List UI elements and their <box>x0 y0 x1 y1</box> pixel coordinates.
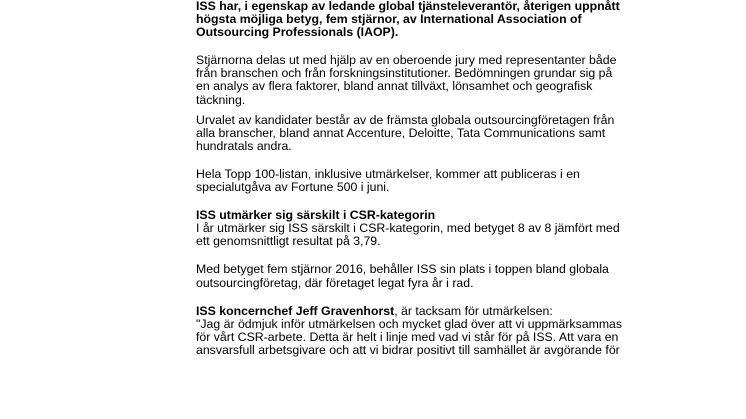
quote-section <box>196 305 716 357</box>
document-body <box>196 0 716 357</box>
csr-section <box>196 209 716 248</box>
paragraph-top100: Hela Topp 100-listan, inklusive utmärkelser, kommer att publiceras i en specialutgåva av Fortune 500 i juni. <box>196 166 580 195</box>
csr-heading: ISS utmärker sig särskilt i CSR-kategorin <box>196 208 436 223</box>
paragraph-candidates: Urvalet av kandidater består av de främsta globala outsourcingföretagen från alla branscher, bland annat Accenture, Deloitte, Tata Communications samt hundratals andra. <box>196 112 615 153</box>
paragraph-jury: Stjärnorna delas ut med hjälp av en oberoende jury med representanter både från branschen och från forskningsinstitutioner. Bedömningen grundar sig på en analys av flera faktorer, bland annat tillväxt, lönsamhet och geografisk täckning. <box>196 53 617 107</box>
quote-intro: , är tacksam för utmärkelsen: <box>394 303 553 318</box>
paragraph-five-stars: Med betyget fem stjärnor 2016, behåller ISS sin plats i toppen bland globala outsourcingföretag, där företaget legat fyra år i rad. <box>196 262 609 290</box>
quote-intro-line <box>196 305 716 318</box>
quote-text: "Jag är ödmjuk inför utmärkelsen och mycket glad över att vi uppmärksammas för vårt CSR-arbete. Detta är helt i linje med vad vi står för på ISS. Att vara en ansvarsfull arbetsgivare och att vi bidrar positivt till samhället är avgörande för <box>196 316 623 357</box>
intro-paragraph: ISS har, i egenskap av ledande global tjänsteleverantör, återigen uppnått högsta möjliga betyg, fem stjärnor, av International Association of Outsourcing Professionals (IAOP). <box>196 0 620 40</box>
quote-name: ISS koncernchef Jeff Gravenhorst <box>196 303 395 318</box>
csr-text: I år utmärker sig ISS särskilt i CSR-kategorin, med betyget 8 av 8 jämfört med ett genomsnittligt resultat på 3,79. <box>196 221 620 249</box>
